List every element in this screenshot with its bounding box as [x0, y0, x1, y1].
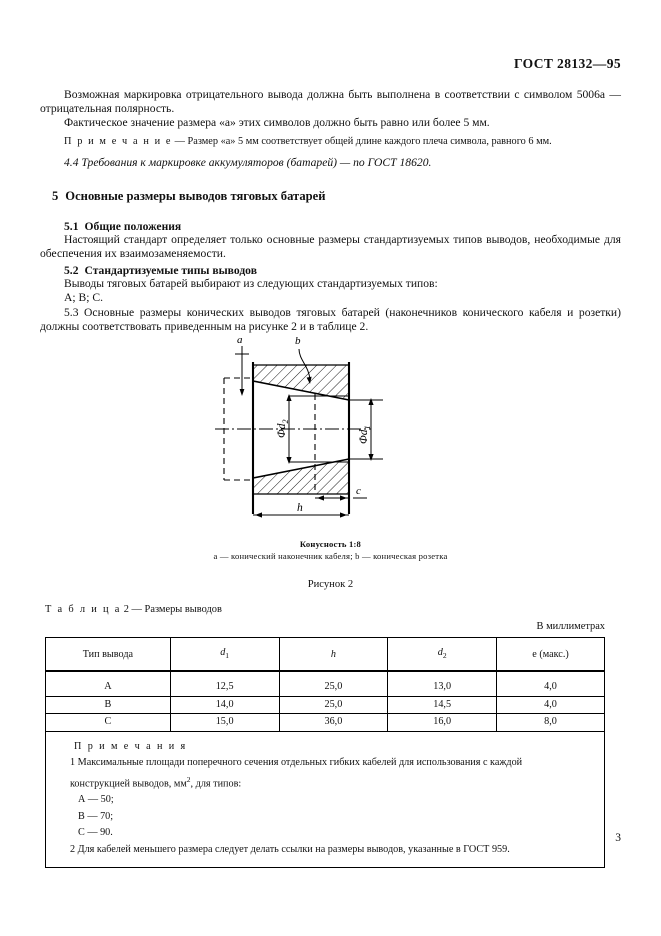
clause-4-4: 4.4 Требования к маркировке аккумуляторов (батарей) — по ГОСТ 18620.: [64, 155, 432, 169]
table-title-rest: 2 — Размеры выводов: [123, 604, 222, 615]
cell-e: 4,0: [497, 671, 605, 696]
note-label: П р и м е ч а н и е: [64, 135, 173, 147]
cell-type: С: [46, 714, 171, 732]
section-heading-5: [40, 189, 621, 204]
note-1-line1: 1 Максимальные площади поперечного сечения отдельных гибких кабелей для использования с каждой: [70, 757, 523, 768]
table-header-row: [46, 638, 605, 672]
note-2: 2 Для кабелей меньшего размера следует делать ссылки на размеры выводов, указанные в ГОСТ 959.: [70, 843, 510, 855]
cell-d1: 12,5: [170, 671, 279, 696]
figure-taper-note: Конусность 1:8: [299, 539, 362, 549]
inline-note: [40, 135, 621, 149]
subsection-number-5-2: 5.2: [64, 264, 79, 278]
label-h-text: h: [296, 502, 303, 514]
column-header-d1: $d_1$: [170, 638, 279, 672]
paragraph-5-3-text: 5.3 Основные размеры конических выводов тяговых батарей (наконечников конического кабеля и розетки) должны соответствовать приведенным на рисунке 2 и в таблице 2.: [40, 305, 621, 333]
figure-legend: a — конический наконечник кабеля; b — коническая розетка: [213, 551, 448, 561]
cell-h: 25,0: [279, 696, 388, 714]
note-1-item-b: В — 70;: [78, 810, 114, 822]
cell-type: В: [46, 696, 171, 714]
note-1-item-c: С — 90.: [78, 827, 113, 839]
cell-h: 36,0: [279, 714, 388, 732]
label-a-text: a: [236, 334, 242, 346]
figure-caption-block: [0, 538, 661, 562]
column-header-d2: $d_2$: [388, 638, 497, 672]
table-notes-row: [46, 731, 605, 868]
cell-h: 25,0: [279, 671, 388, 696]
figure-number: Рисунок 2: [307, 579, 354, 590]
cell-type: А: [46, 671, 171, 696]
page-number: 3: [615, 832, 621, 844]
label-d2-text: $\Phi d_2$: [275, 419, 290, 438]
table-row: [46, 714, 605, 732]
cell-e: 8,0: [497, 714, 605, 732]
label-b-text: b: [294, 335, 300, 347]
note-1-line2: конструкцией выводов, $мм^2$, для типов:: [70, 774, 242, 789]
cell-d1: 15,0: [170, 714, 279, 732]
table-row: [46, 671, 605, 696]
cross-section-svg: [211, 332, 451, 528]
cell-d2: 13,0: [388, 671, 497, 696]
technical-drawing-conical-terminal: [211, 332, 451, 528]
paragraph-5-2-types: А; В; С.: [64, 291, 103, 305]
document-body: [40, 88, 621, 334]
note-text: — Размер «а» 5 мм соответствует общей длине каждого плеча символа, равного 6 мм.: [172, 135, 552, 147]
subsection-title-5-1: Общие положения: [84, 219, 182, 233]
table-row: [46, 696, 605, 714]
dimensions-table: [45, 637, 605, 868]
note-1-item-a: А — 50;: [78, 794, 114, 806]
table-units-note: В миллиметрах: [536, 621, 605, 632]
paragraph-5-1-text: Настоящий стандарт определяет только основные размеры стандартизуемых типов выводов, необходимые для обеспечения их взаимозаменяемости.: [40, 232, 621, 261]
cell-d1: 14,0: [170, 696, 279, 714]
column-header-type: Тип вывода: [46, 638, 171, 672]
section-number-5: 5: [52, 188, 59, 203]
cell-d2: 14,5: [388, 696, 497, 714]
table-notes-cell: [46, 731, 605, 868]
label-c-text: c: [355, 485, 361, 497]
table-title-word: Т а б л и ц а: [45, 604, 122, 615]
cell-e: 4,0: [497, 696, 605, 714]
paragraph-actual-size: Фактическое значение размера «а» этих символов должно быть равно или более 5 мм.: [64, 116, 490, 130]
column-header-e: e (макс.): [497, 638, 605, 672]
paragraph-5-2-text: Выводы тяговых батарей выбирают из следующих стандартизуемых типов:: [64, 277, 438, 291]
column-header-h: h: [279, 638, 388, 672]
paragraph-marking-negative: Возможная маркировка отрицательного вывода должна быть выполнена в соответствии с символом 5006а — отрицательная полярность.: [40, 88, 621, 116]
table-title: [45, 604, 222, 615]
label-d1-text: $\Phi d_1$: [357, 425, 372, 444]
subsection-heading-5-1: [40, 220, 621, 233]
notes-heading: П р и м е ч а н и я: [74, 740, 188, 752]
subsection-number-5-1: 5.1: [64, 219, 79, 233]
standard-number: ГОСТ 28132—95: [514, 56, 621, 71]
cell-d2: 16,0: [388, 714, 497, 732]
subsection-title-5-2: Стандартизуемые типы выводов: [84, 264, 257, 278]
subsection-heading-5-2: [40, 264, 621, 277]
figure-2-block: [0, 332, 661, 590]
page-header: [0, 56, 621, 72]
section-title-5: Основные размеры выводов тяговых батарей: [65, 188, 326, 203]
